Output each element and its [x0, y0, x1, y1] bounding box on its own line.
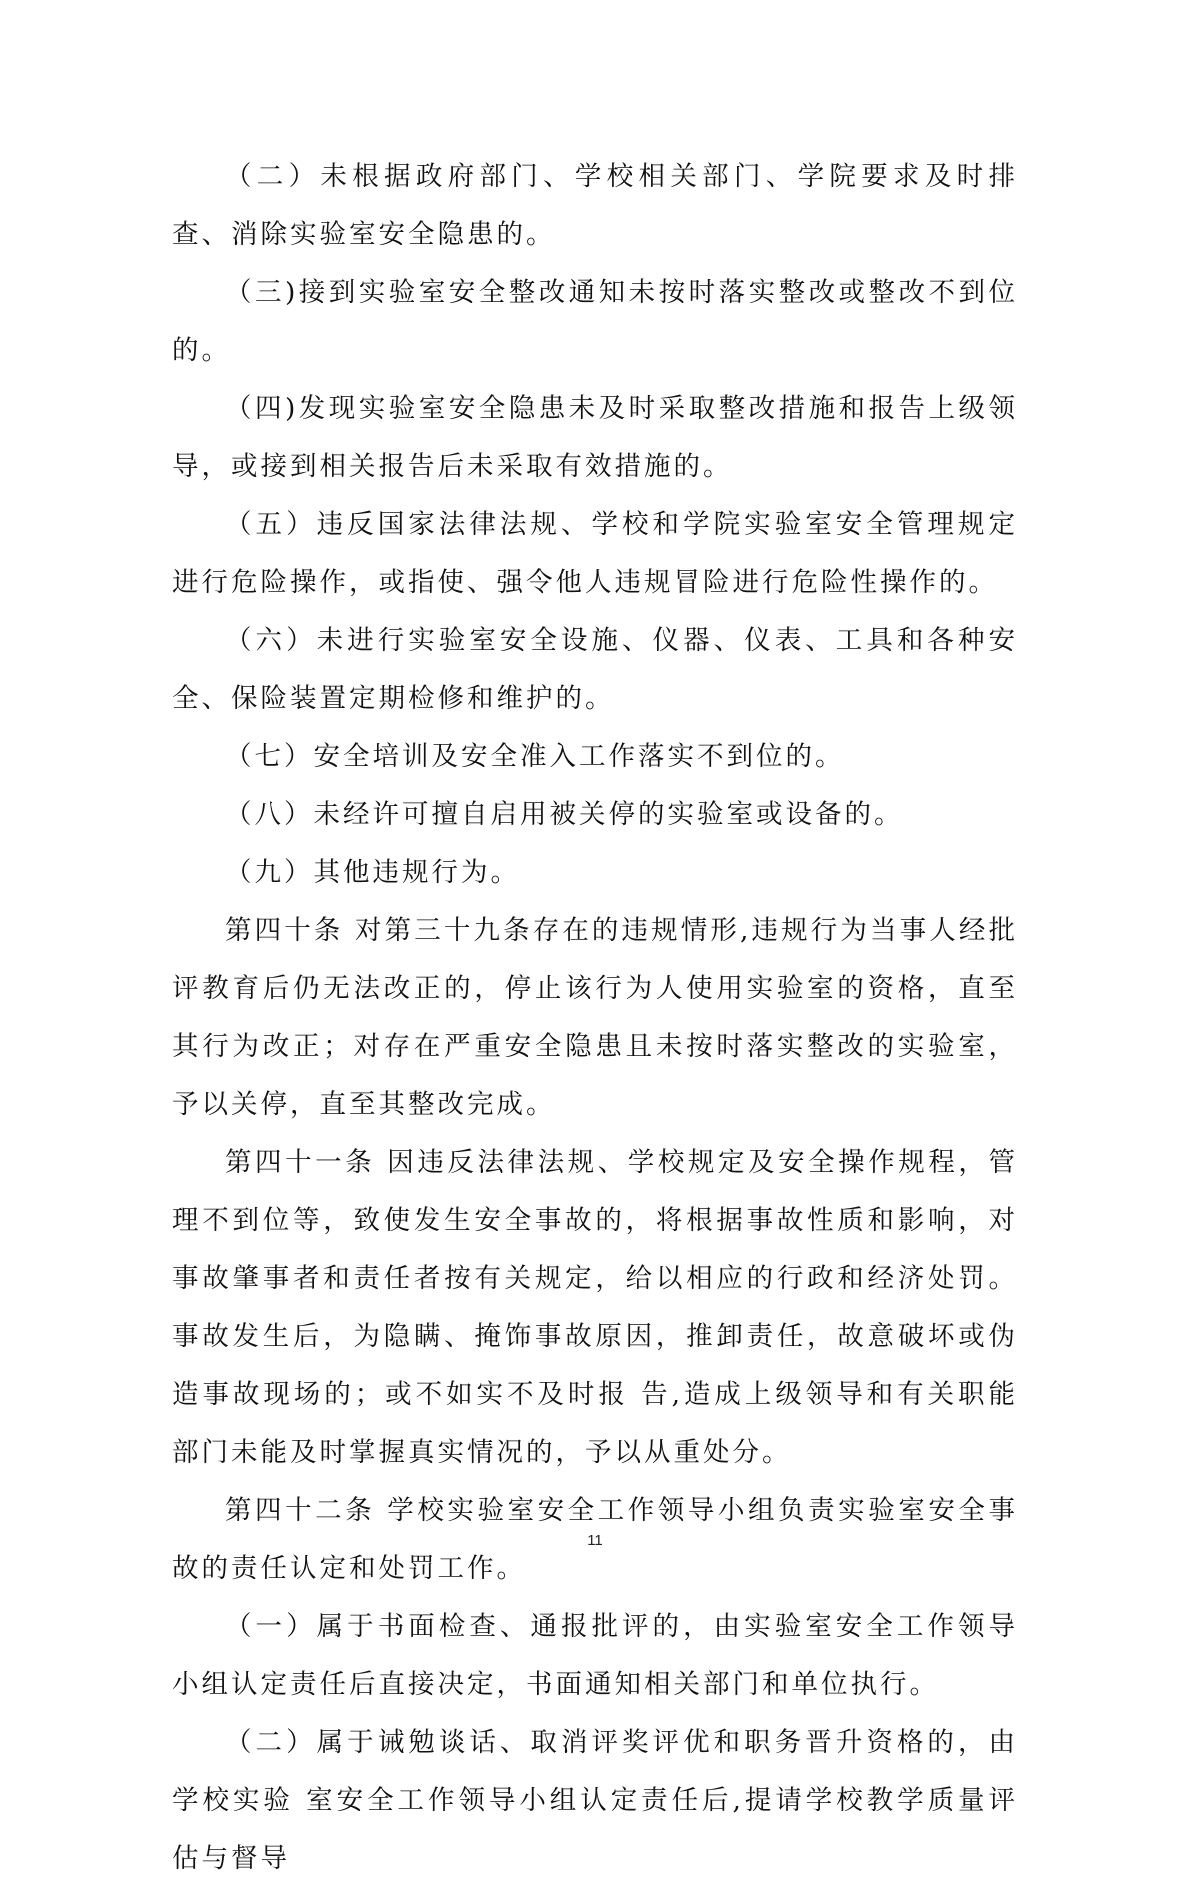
- paragraph-item-4: （四)发现实验室安全隐患未及时采取整改措施和报告上级领导，或接到相关报告后未采取有效措施的。: [172, 393, 1018, 482]
- paragraph-item-2: （二）未根据政府部门、学校相关部门、学院要求及时排查、消除实验室安全隐患的。: [172, 161, 1018, 250]
- article-42-item-2: （二）属于诫勉谈话、取消评奖评优和职务晋升资格的，由学校实验 室安全工作领导小组认定责任后,提请学校教学质量评估与督导: [172, 1727, 1018, 1874]
- paragraph-item-6: （六）未进行实验室安全设施、仪器、仪表、工具和各种安全、保险装置定期检修和维护的。: [172, 625, 1018, 714]
- article-42-item-1: （一）属于书面检查、通报批评的，由实验室安全工作领导小组认定责任后直接决定，书面通知相关部门和单位执行。: [172, 1611, 1018, 1700]
- document-body: [172, 148, 1018, 1888]
- paragraph-item-9: （九）其他违规行为。: [225, 857, 520, 888]
- article-42: 第四十二条 学校实验室安全工作领导小组负责实验室安全事故的责任认定和处罚工作。: [172, 1495, 1018, 1584]
- page-number: 11: [587, 1532, 603, 1549]
- paragraph-item-5: （五）违反国家法律法规、学校和学院实验室安全管理规定进行危险操作，或指使、强令他人违规冒险进行危险性操作的。: [172, 509, 1018, 598]
- paragraph-item-7: （七）安全培训及安全准入工作落实不到位的。: [225, 741, 845, 772]
- article-41: 第四十一条 因违反法律法规、学校规定及安全操作规程，管理不到位等，致使发生安全事故的，将根据事故性质和影响，对事故肇事者和责任者按有关规定，给以相应的行政和经济处罚。事故发生后，为隐瞒、掩饰事故原因，推卸责任，故意破坏或伪造事故现场的；或不如实不及时报 告,造成上级领导和有关职能部门未能及时掌握真实情况的，予以从重处分。: [172, 1147, 1018, 1468]
- paragraph-item-8: （八）未经许可擅自启用被关停的实验室或设备的。: [225, 799, 904, 830]
- article-40: 第四十条 对第三十九条存在的违规情形,违规行为当事人经批评教育后仍无法改正的，停止该行为人使用实验室的资格，直至其行为改正；对存在严重安全隐患且未按时落实整改的实验室，予以关停，直至其整改完成。: [172, 915, 1018, 1120]
- paragraph-item-3: （三)接到实验室安全整改通知未按时落实整改或整改不到位的。: [172, 277, 1018, 366]
